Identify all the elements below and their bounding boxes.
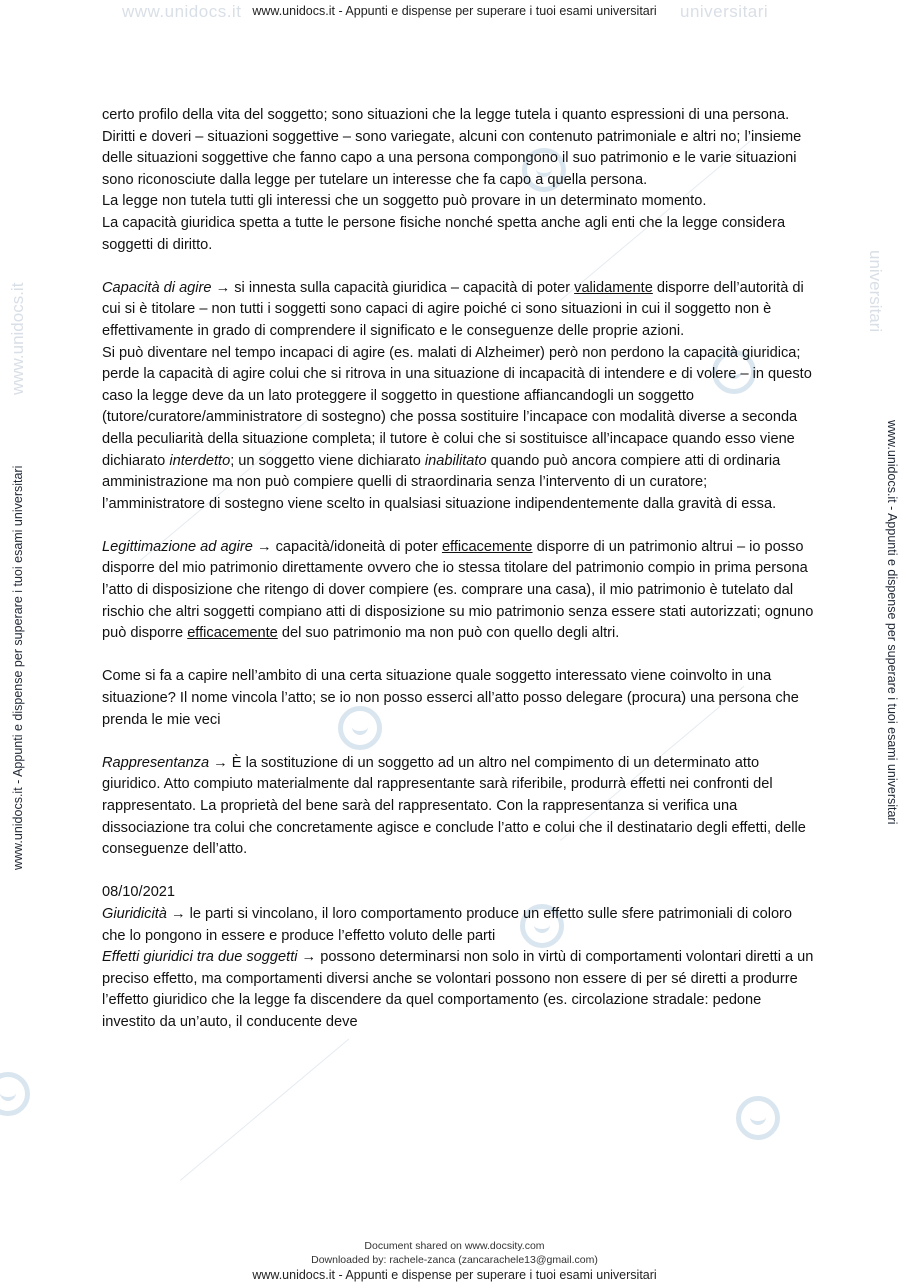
text: Si può diventare nel tempo incapaci di agire (es. malati di Alzheimer) però non perdono la capacità giuridica; perde la capacità di agire colui che si ritrova in una situazione di incapacità di intendere e di volere – in questo caso la legge deve da un lato proteggere il soggetto in questione affiancandogli un soggetto (tutore/curatore/amministratore di sostegno) che possa sostituire l’incapace con modalità diverse a seconda della peculiarità della situazione completa; il tutore è colui che si sostituisce all’incapace quando esso viene dichiarato — [102, 344, 812, 469]
text: del suo patrimonio ma non può con quello degli altri. — [277, 625, 620, 642]
underlined-word: validamente — [574, 279, 653, 296]
paragraph-giuridicita — [102, 904, 814, 947]
paragraph-legittimazione — [102, 537, 814, 645]
ghost-watermark-left: www.unidocs.it — [8, 282, 27, 395]
ghost-watermark-top-right: universitari — [680, 2, 769, 21]
text: → si innesta sulla capacità giuridica – capacità di poter — [211, 279, 575, 296]
unidocs-logo-icon — [0, 1072, 30, 1116]
paragraph: Diritti e doveri – situazioni soggettive – sono variegate, alcuni con contenuto patrimoniale e altri no; l’insieme delle situazioni soggettive che fanno capo a una persona compongono il suo patrimonio e le varie situazioni sono riconosciute dalla legge per tutelare un interesse che fa capo a quella persona. — [102, 128, 802, 188]
text: ; un soggetto viene dichiarato — [230, 452, 425, 469]
date: 08/10/2021 — [102, 884, 176, 901]
underlined-word: efficacemente — [187, 625, 278, 642]
term-inabilitato: inabilitato — [424, 452, 487, 469]
footer-downloaded-by: Downloaded by: rachele-zanca (zancarachele13@gmail.com) — [311, 1254, 598, 1266]
term-interdetto: interdetto — [169, 452, 231, 469]
watermark-right: www.unidocs.it - Appunti e dispense per superare i tuoi esami universitari — [885, 420, 899, 825]
watermark-top: www.unidocs.it - Appunti e dispense per superare i tuoi esami universitari — [252, 4, 657, 18]
watermark-bottom: www.unidocs.it - Appunti e dispense per superare i tuoi esami universitari — [252, 1268, 657, 1282]
term-capacita-di-agire: Capacità di agire — [102, 279, 212, 296]
ghost-watermark-right: universitari — [866, 250, 885, 333]
paragraph: La capacità giuridica spetta a tutte le persone fisiche nonché spetta anche agli enti che la legge considera soggetti di diritto. — [102, 214, 786, 253]
text: → capacità/idoneità di poter — [252, 538, 442, 555]
text: disporre di un patrimonio altrui – io posso disporre del mio patrimonio direttamente ovvero che io stessa titolare del patrimonio compio in prima persona l’atto di disposizione che ritengo di dover compiere (es. comprare una casa), il mio patrimonio è tutelato dal rischio che altri soggetti compiano atti di disposizione su mio patrimonio senza essere stati autorizzati; ognuno può disporre — [102, 538, 814, 642]
paragraph: Come si fa a capire nell’ambito di una certa situazione quale soggetto interessato viene coinvolto in una situazione? Il nome vincola l’atto; se io non posso esserci all’atto posso delegare (procura) una persona che prenda le mie veci — [102, 668, 799, 728]
unidocs-logo-icon — [736, 1096, 780, 1140]
paragraph-rappresentanza — [102, 753, 814, 861]
paragraph-effetti-giuridici — [102, 947, 814, 1033]
footer-shared-on: Document shared on www.docsity.com — [364, 1240, 545, 1252]
watermark-left: www.unidocs.it - Appunti e dispense per superare i tuoi esami universitari — [11, 465, 25, 870]
term-rappresentanza: Rappresentanza — [102, 754, 210, 771]
term-legittimazione: Legittimazione ad agire — [102, 538, 253, 555]
term-effetti-giuridici: Effetti giuridici tra due soggetti — [102, 949, 298, 966]
text: → È la sostituzione di un soggetto ad un altro nel compimento di un determinato atto giuridico. Atto compiuto materialmente dal rappresentante sarà riferibile, produrrà effetti nei confronti del rappresentato. La proprietà del bene sarà del rappresentato. Con la rappresentanza si verifica una dissociazione tra colui che concretamente agisce e conclude l’atto e colui che il destinatario degli effetti, delle conseguenze dell’atto. — [102, 754, 806, 858]
paragraph-incapacita — [102, 343, 814, 516]
text: quando può ancora compiere atti di ordinaria amministrazione ma non può compiere quelli di straordinaria senza l’intervento di un curatore; l’amministratore di sostegno viene scelto in qualsiasi situazione indipendentemente dalla gravità di essa. — [102, 452, 781, 512]
paragraph: La legge non tutela tutti gli interessi che un soggetto può provare in un determinato momento. — [102, 193, 707, 210]
text: disporre dell’autorità di cui si è titolare – non tutti i soggetti sono capaci di agire poiché ci sono situazioni in cui il soggetto non è effettivamente in grado di comprendere il significato e le conseguenze delle proprie azioni. — [102, 279, 804, 339]
text: → possono determinarsi non solo in virtù di comportamenti volontari diretti a un preciso effetto, ma comportamenti diversi anche se volontari possono non essere di per sé diretti a produrre l’effetto giuridico che la legge fa discendere da quel comportamento (es. circolazione stradale: pedone investito da un’auto, il conducente deve — [102, 949, 814, 1030]
ghost-watermark-top-left: www.unidocs.it — [122, 2, 242, 21]
paragraph: certo profilo della vita del soggetto; sono situazioni che la legge tutela i quanto espressioni di una persona. — [102, 107, 790, 123]
paragraph-capacita-di-agire — [102, 278, 814, 343]
text: → le parti si vincolano, il loro comportamento produce un effetto sulle sfere patrimoniali di coloro che lo pongono in essere e produce l’effetto voluto delle parti — [102, 905, 793, 944]
underlined-word: efficacemente — [441, 538, 533, 555]
document-body — [102, 105, 814, 1034]
term-giuridicita: Giuridicità — [102, 905, 167, 922]
diagonal-line — [180, 1039, 349, 1181]
